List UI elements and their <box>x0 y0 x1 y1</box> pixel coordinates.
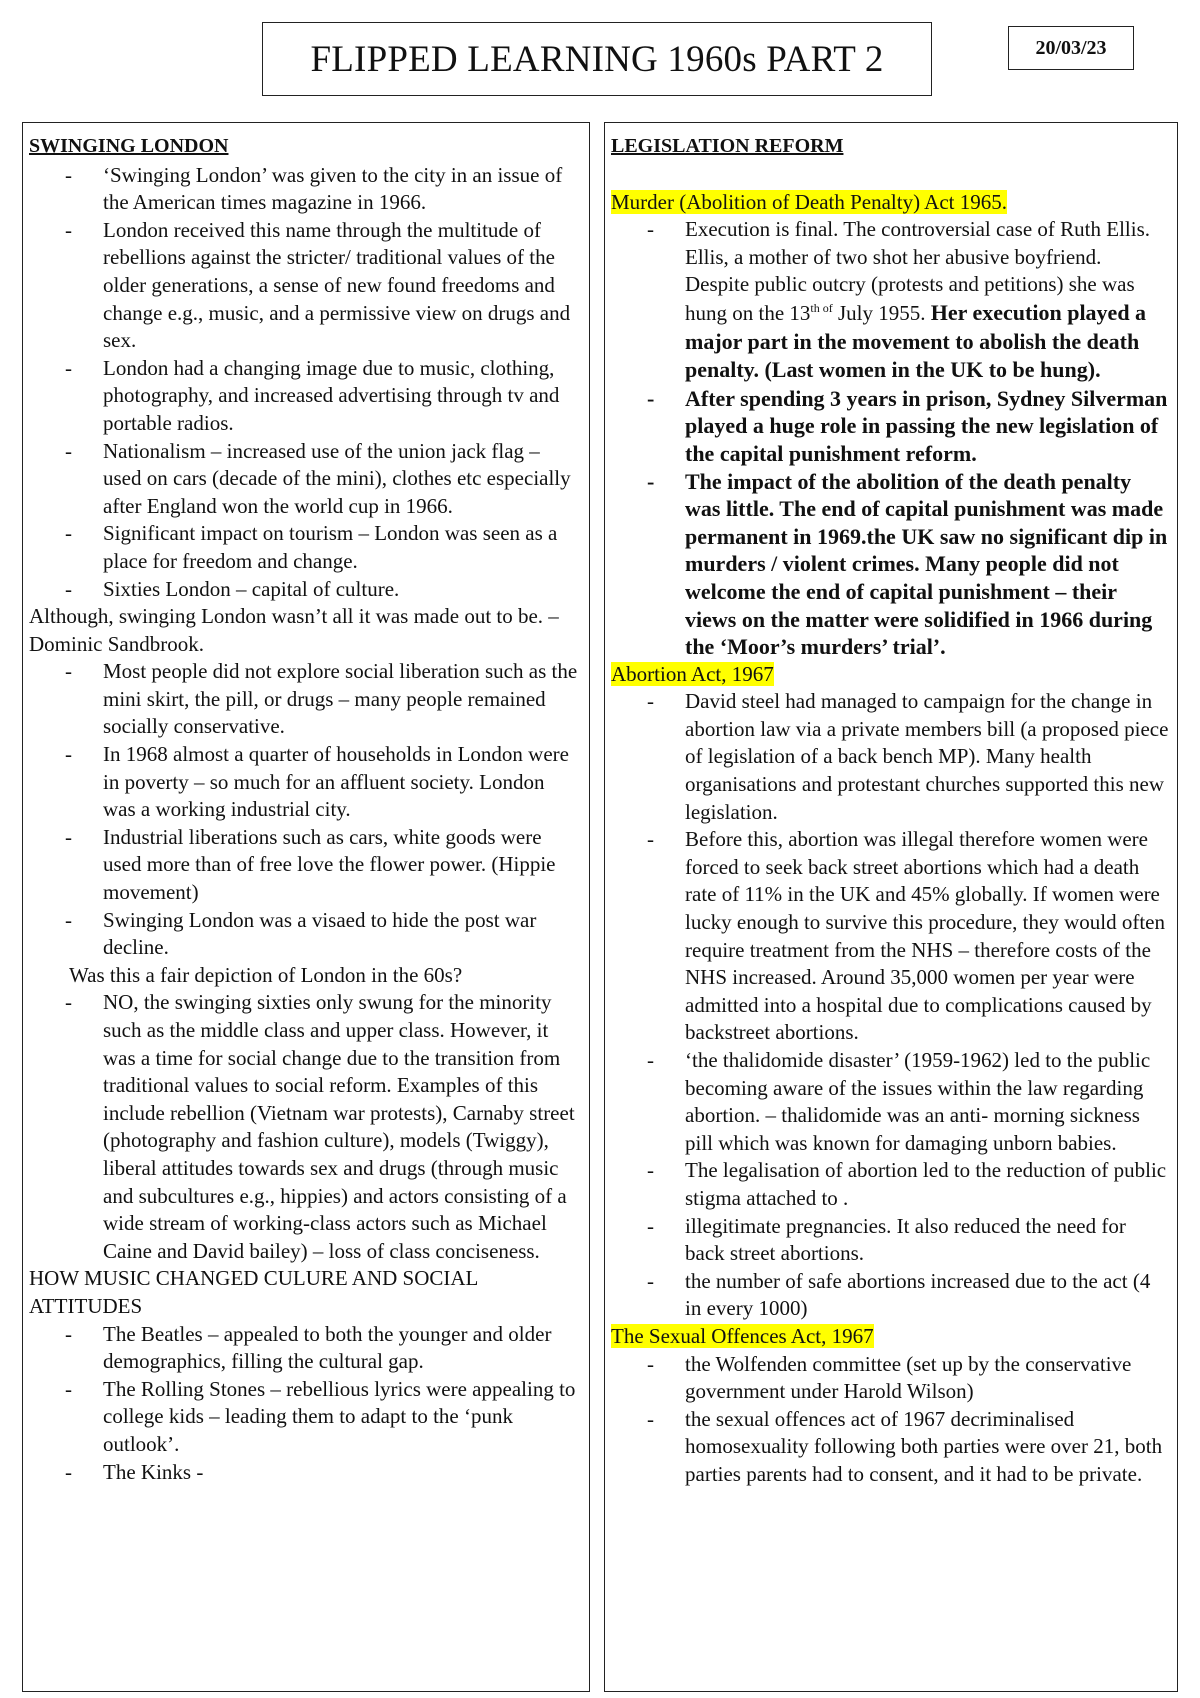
list-item: - the number of safe abortions increased due to the act (4 in every 1000) <box>685 1268 1169 1323</box>
list-item: - Significant impact on tourism – London was seen as a place for freedom and change. <box>103 520 581 575</box>
list-item: - Before this, abortion was illegal therefore women were forced to seek back street abortions which had a death rate of 11% in the UK and 45% globally. If women were lucky enough to survive this procedure, they would often require treatment from the NHS – therefore costs of the NHS increased. Around 35,000 women per year were admitted into a hospital due to complications caused by backstreet abortions. <box>685 826 1169 1047</box>
date-label: 20/03/23 <box>1008 26 1134 70</box>
list-item: - ‘Swinging London’ was given to the city in an issue of the American times magazine in 1966. <box>103 162 581 217</box>
counterpoint-list <box>29 658 581 962</box>
ruth-ellis-date: July 1955. <box>832 300 926 325</box>
list-item: - The Beatles – appealed to both the younger and older demographics, filling the cultural gap. <box>103 1321 581 1376</box>
sexual-offences-list <box>611 1351 1169 1489</box>
list-item: - the Wolfenden committee (set up by the conservative government under Harold Wilson) <box>685 1351 1169 1406</box>
death-penalty-list <box>611 216 1169 661</box>
abortion-list <box>611 688 1169 1323</box>
sexual-offences-act-heading: The Sexual Offences Act, 1967 <box>611 1323 874 1348</box>
swinging-london-column <box>22 122 590 1692</box>
answer-list <box>29 989 581 1265</box>
list-item: - London had a changing image due to music, clothing, photography, and increased advertising through tv and portable radios. <box>103 355 581 438</box>
list-item: - Industrial liberations such as cars, white goods were used more than of free love the flower power. (Hippie movement) <box>103 824 581 907</box>
fair-depiction-question: Was this a fair depiction of London in the 60s? <box>69 962 463 987</box>
legislation-reform-heading: LEGISLATION REFORM <box>611 135 844 157</box>
list-item: - The Kinks - <box>103 1459 581 1487</box>
ruth-ellis-text: Execution is final. The controversial case of Ruth Ellis. Ellis, a mother of two shot her abusive boyfriend. Despite public outcry (protests and petitions) she was hung on the 13 <box>685 217 1150 325</box>
swinging-london-list <box>29 162 581 604</box>
list-item: - David steel had managed to campaign for the change in abortion law via a private members bill (a proposed piece of legislation of a back bench MP). Many health organisations and protestant churches supported this new legislation. <box>685 688 1169 826</box>
list-item: - Sixties London – capital of culture. <box>103 576 581 604</box>
execution-impact-text: Her execution played a major part in the movement to abolish the death penalty. (Last women in the UK to be hung). <box>685 299 1147 383</box>
list-item: - Swinging London was a visaed to hide the post war decline. <box>103 907 581 962</box>
list-item: - NO, the swinging sixties only swung for the minority such as the middle class and upper class. However, it was a time for social change due to the transition from traditional values to social reform. Examples of this include rebellion (Vietnam war protests), Carnaby street (photography and fashion culture), models (Twiggy), liberal attitudes towards sex and drugs (through music and subcultures e.g., hippies) and actors consisting of a wide stream of working-class actors such as Michael Caine and David bailey) – loss of class conciseness. <box>103 989 581 1265</box>
abortion-act-heading: Abortion Act, 1967 <box>611 661 774 686</box>
swinging-london-heading: SWINGING LONDON <box>29 135 229 157</box>
music-list <box>29 1321 581 1487</box>
ordinal-suffix: th of <box>810 300 833 315</box>
sandbrook-paragraph: Although, swinging London wasn’t all it was made out to be. – Dominic Sandbrook. <box>29 604 559 656</box>
list-item: - The Rolling Stones – rebellious lyrics were appealing to college kids – leading them to adapt to the ‘punk outlook’. <box>103 1376 581 1459</box>
list-item: - the sexual offences act of 1967 decriminalised homosexuality following both parties were over 21, both parties parents had to consent, and it had to be private. <box>685 1406 1169 1489</box>
list-item: - The impact of the abolition of the death penalty was little. The end of capital punishment was made permanent in 1969.the UK saw no significant dip in murders / violent crimes. Many people did not welcome the end of capital punishment – their views on the matter were solidified in 1966 during the ‘Moor’s murders’ trial’. <box>685 468 1169 661</box>
death-penalty-act-heading: Murder (Abolition of Death Penalty) Act 1965. <box>611 189 1008 214</box>
list-item: - Nationalism – increased use of the union jack flag – used on cars (decade of the mini), clothes etc especially after England won the world cup in 1966. <box>103 438 581 521</box>
list-item: - In 1968 almost a quarter of households in London were in poverty – so much for an affluent society. London was a working industrial city. <box>103 741 581 824</box>
list-item: - illegitimate pregnancies. It also reduced the need for back street abortions. <box>685 1213 1169 1268</box>
music-heading: HOW MUSIC CHANGED CULURE AND SOCIAL ATTITUDES <box>29 1266 478 1318</box>
page-title: FLIPPED LEARNING 1960s PART 2 <box>262 22 932 96</box>
list-item: - London received this name through the multitude of rebellions against the stricter/ traditional values of the older generations, a sense of new found freedoms and change e.g., music, and a permissive view on drugs and sex. <box>103 217 581 355</box>
list-item: - After spending 3 years in prison, Sydney Silverman played a huge role in passing the new legislation of the capital punishment reform. <box>685 385 1169 468</box>
list-item: - ‘the thalidomide disaster’ (1959-1962) led to the public becoming aware of the issues within the law regarding abortion. – thalidomide was an anti- morning sickness pill which was known for damaging unborn babies. <box>685 1047 1169 1157</box>
legislation-reform-column <box>604 122 1178 1692</box>
list-item: - Most people did not explore social liberation such as the mini skirt, the pill, or drugs – many people remained socially conservative. <box>103 658 581 741</box>
list-item <box>685 216 1169 385</box>
list-item: - The legalisation of abortion led to the reduction of public stigma attached to . <box>685 1157 1169 1212</box>
